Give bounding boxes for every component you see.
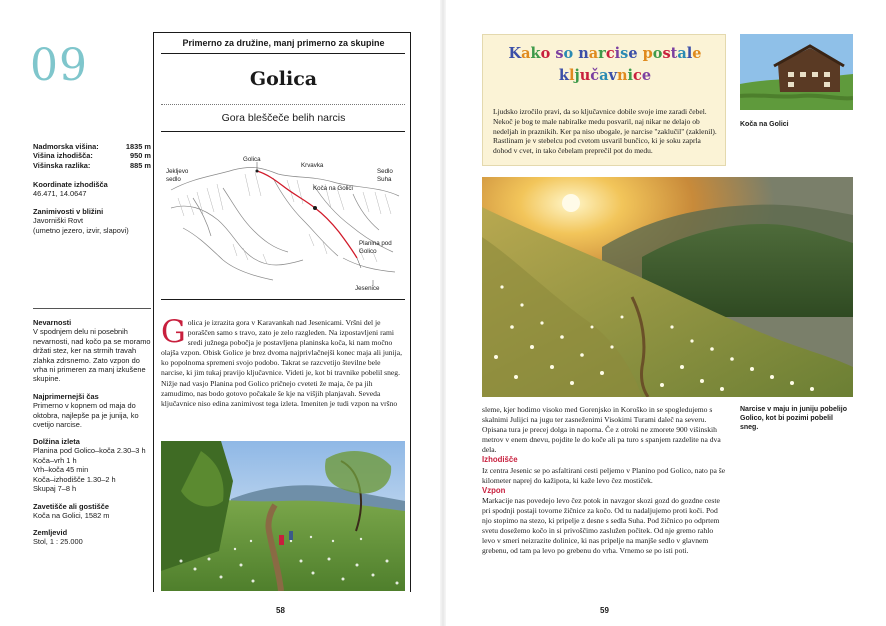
page-number-right: 59 — [600, 606, 609, 615]
narcissus-caption: Narcise v maju in juniju pobelijo Golico, kot bi pozimi pobelil sneg. — [740, 406, 847, 431]
legend-box-text: Ljudsko izročilo pravi, da so ključavnice dobile svoje ime zaradi čebel. Nekoč je bog te male nabiralke medu posvaril, naj nikar ne delajo ob nedeljah in praznikih. Ker pa niso ubogale, je narcise "zaklučil" (zaklenil). Rastlinam je v stebelcu pod cvetom usvaril bunčico, ki je soku zaprla dohod v cvet, in tako čebelam preprečil pot do medu. — [493, 107, 717, 156]
hut-photo — [740, 34, 853, 110]
suitability-note: Primerno za družine, manj primerno za skupine — [182, 38, 385, 48]
map-underline — [161, 299, 405, 300]
page-subtitle: Gora bleščeče belih narcis — [221, 112, 346, 124]
continued-paragraph: sleme, kjer hodimo visoko med Gorenjsko in Koroško in se spogledujemo s skalnimi Julijci na jugu ter zasneženimi Visokimi Turami daleč na severu. — [482, 405, 713, 425]
title-letter: e — [628, 45, 638, 62]
coords-block: Koordinate izhodišča 46.471, 14.0647 — [33, 180, 108, 199]
title-letter: c — [605, 45, 615, 62]
title-letter: e — [692, 45, 702, 62]
title-letter: c — [633, 67, 642, 84]
frame-left-line — [153, 32, 154, 592]
title-letter: n — [578, 45, 589, 62]
ascent-paragraph: Markacije nas povedejo levo čez potok in navzgor skozi gozd do gozdne ceste pri spodnji postaji tovorne žičnice za kočo. Od tu nadaljujemo proti koči. Pod njo stopimo na stezo, ki pripelje z desne s sedla Suha. Pod žičnico po odprtem svetu dosežemo kočo in si privoščimo zaslužen počitek. Od nje gremo rahlo levo v smeri neizrazite dolinice, ki nas pripelje na manjše sedlo v glavnem grebenu, od tam pa levo po grebenu do vrha. Vrnemo se po isti poti. — [482, 495, 720, 556]
page-title: Golica — [249, 68, 318, 90]
title-letter: k — [558, 67, 569, 84]
title-letter: u — [579, 67, 591, 84]
subtitle-underline — [161, 131, 405, 132]
suitability-underline — [161, 53, 405, 54]
title-letter: r — [598, 45, 606, 62]
hut-caption: Koča na Golici — [740, 121, 789, 128]
meadow-hikers-photo — [161, 441, 405, 591]
map-label-golica: Golica — [243, 156, 261, 163]
info-divider — [33, 308, 151, 309]
title-letter: o — [652, 45, 663, 62]
title-letter: s — [620, 45, 629, 62]
title-letter: n — [616, 67, 628, 84]
title-letter: a — [677, 45, 687, 62]
title-dotted-rule — [161, 104, 405, 105]
danger-block: Nevarnosti V spodnjem delu ni posebnih nevarnosti, nad kočo pa se moramo držati stez, ker na strmih travah zlahka zdrsnemo. Zato vzpon do vrha ni primeren za manj izkušene skupine. — [33, 318, 151, 384]
shelter-block: Zavetišče ali gostišče Koča na Golici, 1582 m — [33, 502, 110, 521]
legend-box-title — [483, 43, 727, 87]
title-letter: l — [686, 45, 693, 62]
legend-box — [482, 34, 726, 166]
stats-block — [33, 142, 151, 170]
route-map — [163, 148, 403, 293]
right-body-text — [482, 405, 726, 556]
legend-box-title-line1 — [483, 43, 727, 65]
duration-block: Dolžina izleta Planina pod Golico–koča 2.30–3 h Koča–vrh 1 h Vrh–koča 45 min Koča–izhodišče 1.30–2 h Skupaj 7–8 h — [33, 437, 146, 494]
title-letter: e — [641, 67, 652, 84]
title-letter: s — [555, 45, 564, 62]
legend-box-title-line2 — [483, 65, 727, 87]
title-letter: i — [627, 67, 634, 84]
title-letter: v — [608, 67, 617, 84]
map-label-jekljevo: Jekljevo sedlo — [166, 168, 189, 183]
title-letter: č — [590, 67, 600, 84]
route-map-svg — [163, 148, 403, 293]
chapter-number: 09 — [30, 40, 88, 91]
map-label-sedlo-suha: Sedlo Suha — [377, 168, 393, 183]
frame-right-line — [410, 32, 411, 592]
map-label-planina: Planina pod Golico — [359, 240, 392, 255]
frame-top-line — [153, 32, 411, 33]
map-ref-block: Zemljevid Stol, 1 : 25.000 — [33, 528, 83, 547]
title-letter: j — [574, 67, 580, 84]
title-letter: o — [563, 45, 574, 62]
title-letter: k — [530, 45, 541, 62]
start-heading: Izhodišče — [482, 455, 518, 465]
ridge-line — [171, 167, 399, 196]
title-letter: K — [508, 45, 522, 62]
interest-block: Zanimivosti v bližini Javorniški Rovt (umetno jezero, izvir, slapovi) — [33, 207, 129, 235]
title-letter: t — [670, 45, 678, 62]
difficulty-paragraph: Opisana tura je precej dolga in naporna. Če z otroki ne zmorete 900 višinskih metrov v enem dnevu, pojdite le do koče ali pa turo s spanjem razdelite na dva dela. — [482, 425, 721, 455]
season-block: Najprimernejši čas Primerno v kopnem od maja do oktobra, najlepše pa je junija, ko cvetijo narcise. — [33, 392, 139, 430]
stat-row-start-altitude: Višina izhodišča: 950 m — [33, 151, 151, 161]
sunset-narcissus-photo — [482, 177, 853, 397]
title-letter: l — [568, 67, 575, 84]
title-letter: i — [614, 45, 621, 62]
map-label-jesenice: Jesenice — [355, 285, 380, 292]
title-letter: a — [521, 45, 531, 62]
map-label-hut: Koča na Golici — [313, 185, 353, 192]
intro-paragraph: Golica je izrazita gora v Karavankah nad Jesenicami. Vršni del je poraščen samo s travo, zato je zelo razgleden. Na izpostavljeni rami sredi južnega pobočja je postavljena planinska koča, ki nam močno olajša vzpon. Obisk Golice je brez dvoma najprivlačnejši konec maja ali junija, ko popolnoma spremeni svojo podobo. Takrat se razcvetijo številne bele narcise, ki jim tukaj pravijo ključavnice. Videti je, kot bi travnike pobelil sneg. Nižje nad vasjo Planina pod Golico pričnejo cveteti že maja, če pa jih zamudimo, nas bodo gotovo počakale še kje na višjih planjavah. Seveda ključavnice niso edina zanimivost tega izleta. Imeniten je tudi vzpon na vršno — [161, 314, 403, 408]
map-label-krvavka: Krvavka — [301, 162, 324, 169]
stat-row-altitude: Nadmorska višina: 1835 m — [33, 142, 151, 151]
ascent-heading: Vzpon — [482, 485, 506, 495]
page-number-left: 58 — [276, 606, 285, 615]
hut-marker — [313, 206, 317, 210]
title-letter: o — [540, 45, 551, 62]
title-letter: p — [642, 45, 653, 62]
stat-row-elevation-gain: Višinska razlika: 885 m — [33, 160, 151, 170]
title-letter: a — [588, 45, 599, 62]
title-letter: a — [599, 67, 609, 84]
drop-cap: G — [161, 314, 186, 350]
start-paragraph: Iz centra Jesenic se po asfaltirani cesti peljemo v Planino pod Golico, nato pa še kilometer naprej do kažipota, ki kaže levo čez mostiček. — [482, 465, 726, 485]
title-letter: s — [662, 45, 671, 62]
